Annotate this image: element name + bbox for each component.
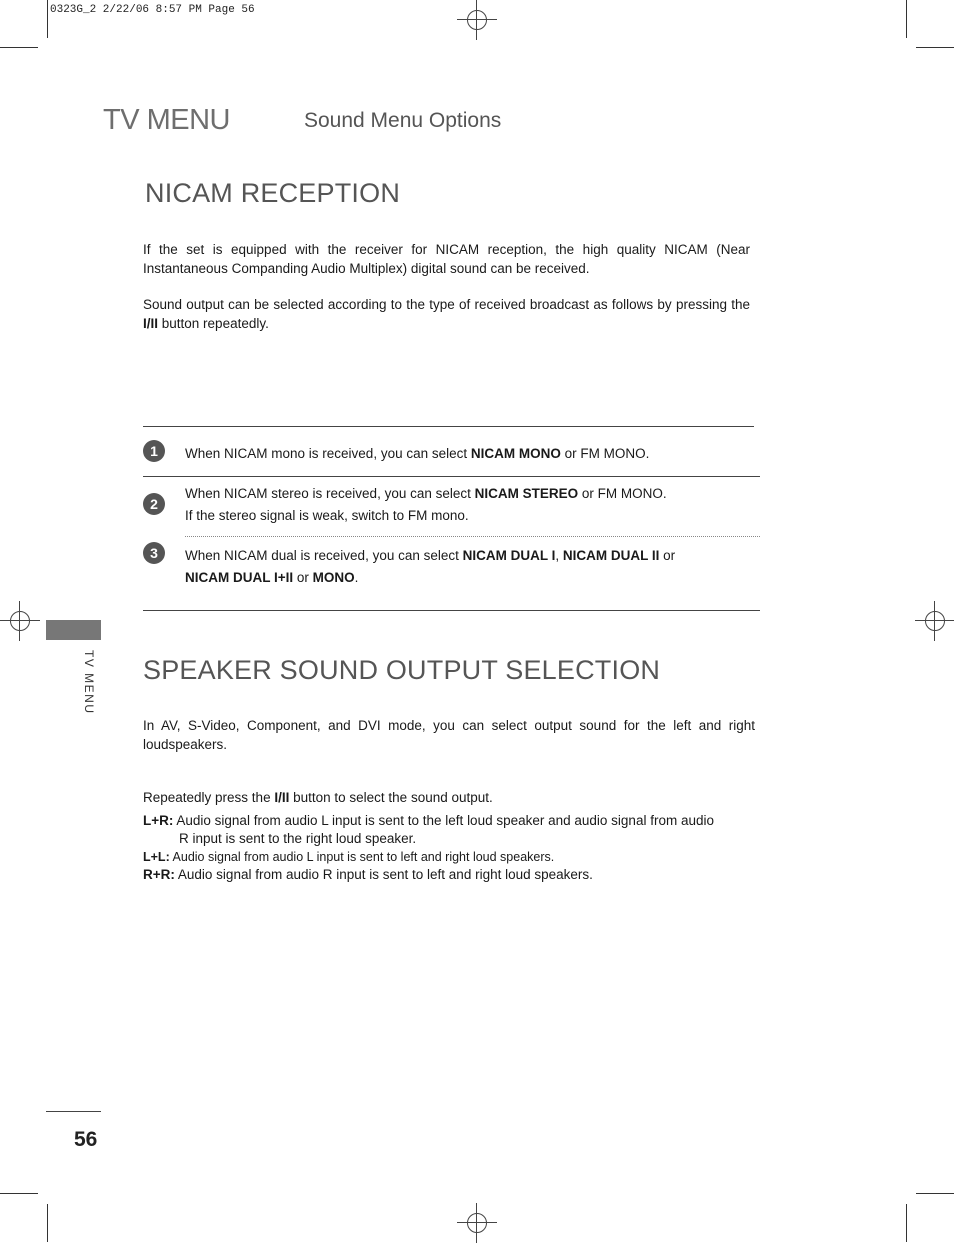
registration-mark-icon — [915, 601, 954, 641]
step-3-badge: 3 — [143, 542, 165, 564]
crop-mark — [916, 47, 954, 48]
speaker-heading: SPEAKER SOUND OUTPUT SELECTION — [143, 655, 661, 685]
footer-rule — [46, 1111, 101, 1112]
registration-mark-icon — [0, 601, 40, 641]
page-subtitle: Sound Menu Options — [304, 109, 502, 132]
registration-mark-icon — [457, 1203, 497, 1243]
side-label: TV MENU — [82, 650, 96, 715]
nicam-heading: NICAM RECEPTION — [145, 178, 401, 208]
divider — [143, 476, 760, 477]
registration-mark-icon — [457, 0, 497, 40]
option-lr: L+R: Audio signal from audio L input is sent to the left loud speaker and audio signal from audio R input is sent to the right loud speaker. — [143, 813, 714, 846]
divider — [143, 426, 754, 427]
step-2-text: When NICAM stereo is received, you can select NICAM STEREO or FM MONO. If the stereo signal is weak, switch to FM mono. — [185, 486, 667, 523]
step-3-text: When NICAM dual is received, you can select NICAM DUAL I, NICAM DUAL II or NICAM DUAL I+II or MONO. — [185, 548, 676, 585]
divider — [143, 610, 760, 611]
crop-mark — [47, 1204, 48, 1242]
dotted-divider — [185, 536, 760, 537]
step-1-badge: 1 — [143, 440, 165, 462]
crop-mark — [0, 1193, 38, 1194]
crop-mark — [916, 1193, 954, 1194]
option-rr: R+R: Audio signal from audio R input is sent to left and right loud speakers. — [143, 867, 593, 882]
crop-mark — [906, 0, 907, 38]
speaker-instruction: Repeatedly press the I/II button to select the sound output. — [143, 790, 493, 805]
page-number: 56 — [74, 1128, 98, 1151]
step-1-text: When NICAM mono is received, you can select NICAM MONO or FM MONO. — [185, 446, 650, 461]
print-meta: 0323G_2 2/22/06 8:57 PM Page 56 — [50, 4, 255, 16]
step-2-badge: 2 — [143, 493, 165, 515]
crop-mark — [906, 1204, 907, 1242]
speaker-paragraph: In AV, S-Video, Component, and DVI mode, you can select output sound for the left and right loudspeakers. — [143, 718, 755, 752]
crop-mark — [0, 47, 38, 48]
nicam-paragraph-2: Sound output can be selected according to the type of received broadcast as follows by pressing the I/II button repeatedly. — [143, 297, 750, 331]
page-title: TV MENU — [103, 104, 230, 136]
nicam-paragraph-1: If the set is equipped with the receiver for NICAM reception, the high quality NICAM (Near Instantaneous Companding Audio Multiplex) digital sound can be received. — [143, 242, 750, 276]
side-tab — [46, 620, 101, 640]
option-ll: L+L: Audio signal from audio L input is sent to left and right loud speakers. — [143, 850, 555, 864]
crop-mark — [47, 0, 48, 38]
